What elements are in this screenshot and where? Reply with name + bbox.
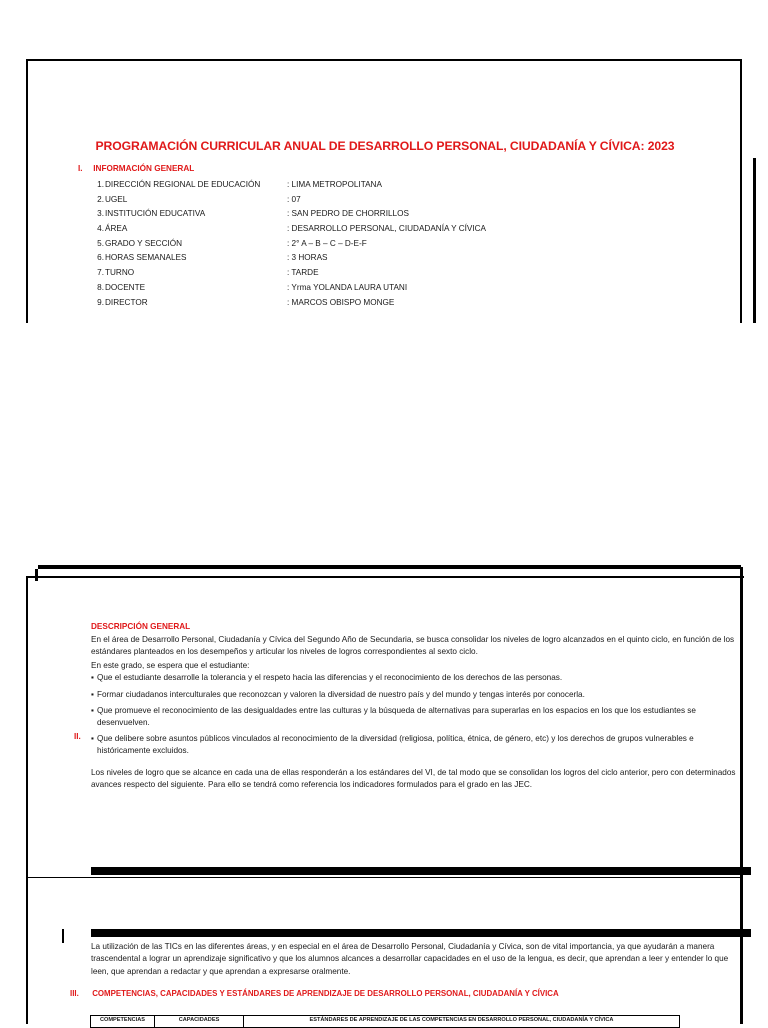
table-header-cell: CAPACIDADES (155, 1016, 244, 1028)
info-row (90, 251, 510, 266)
page2-right-rule (740, 567, 743, 1024)
bullet-marker: ▪ (91, 690, 94, 699)
bullet-marker: ▪ (91, 673, 94, 682)
bullet-item (91, 672, 736, 684)
section-numeral: I. (78, 164, 83, 173)
description-intro: En el área de Desarrollo Personal, Ciudadanía y Cívica del Segundo Año de Secundaria, se busca consolidar los niveles de logro alcanzados en el quinto ciclo, en función de los estándares planteados en los desempeños y articular los niveles de logros correspondientes al sexto ciclo. (91, 635, 735, 657)
bullet-text: Que el estudiante desarrolle la tolerancia y el respeto hacia las diferencias y el reconocimiento de los derechos de las personas. (97, 673, 563, 682)
page2-section-separator (91, 867, 751, 875)
info-key: HORAS SEMANALES (105, 253, 187, 263)
info-key: ÁREA (105, 224, 128, 234)
info-num: 4. (97, 224, 104, 234)
info-value: : 07 (287, 194, 301, 204)
levels-paragraph: Los niveles de logro que se alcance en cada una de ellas responderán a los estándares del VI, de tal modo que se consolidan los logros del ciclo anterior, pero con determinados avances respecto del siguiente. Para ello se tendrá como referencia los indicadores formulados para el grado en las JEC. (91, 768, 736, 790)
page2-inner-left-rule (35, 569, 38, 581)
info-row (90, 193, 510, 208)
document-title: PROGRAMACIÓN CURRICULAR ANUAL DE DESARROLLO PERSONAL, CIUDADANÍA Y CÍVICA: 2023 (95, 139, 675, 153)
page1-right-margin-bar (753, 158, 756, 323)
info-value: : MARCOS OBISPO MONGE (287, 297, 395, 307)
info-num: 8. (97, 282, 104, 292)
info-key: UGEL (105, 194, 128, 204)
info-value: : LIMA METROPOLITANA (287, 180, 382, 189)
info-row (90, 237, 510, 252)
bullet-item (91, 733, 736, 758)
info-value: : 3 HORAS (287, 253, 328, 263)
info-num: 9. (97, 297, 104, 307)
info-key: DIRECTOR (105, 297, 148, 307)
info-num: 7. (97, 268, 104, 278)
page1-frame-top-rule (26, 59, 742, 61)
info-value: : SAN PEDRO DE CHORRILLOS (287, 209, 409, 219)
info-value: : Yrma YOLANDA LAURA UTANI (287, 282, 408, 292)
page2-top-rule-thin (26, 576, 744, 578)
info-num: 2. (97, 194, 104, 204)
table-header-row (91, 1016, 680, 1028)
section-numeral: III. (70, 989, 79, 998)
bullet-marker: ▪ (91, 734, 94, 743)
info-num: 6. (97, 253, 104, 263)
bullet-text: Que delibere sobre asuntos públicos vinculados al reconocimiento de la diversidad (religiosa, política, étnica, de género, etc) y los derechos de grupos vulnerables e históricamente excluidos. (97, 734, 694, 756)
description-expect: En este grado, se espera que el estudiante: (91, 661, 250, 670)
info-value: : DESARROLLO PERSONAL, CIUDADANÍA Y CÍVICA (287, 224, 486, 234)
bullet-item (91, 705, 736, 730)
page2-section-rule-thin (26, 877, 742, 878)
page2-top-rule-thick (38, 565, 741, 569)
section-numeral-ii: II. (74, 732, 81, 741)
description-title: DESCRIPCIÓN GENERAL (91, 622, 191, 631)
table-header-cell: ESTÁNDARES DE APRENDIZAJE DE LAS COMPETENCIAS EN DESARROLLO PERSONAL, CIUDADANÍA Y CÍVICA (244, 1016, 680, 1028)
bullet-marker: ▪ (91, 706, 94, 715)
page2-left-rule (26, 576, 28, 1024)
info-num: 5. (97, 238, 104, 248)
info-row (90, 281, 510, 296)
info-row (90, 296, 510, 311)
info-row (90, 266, 510, 281)
page1-frame-left-rule (26, 59, 28, 323)
page1-frame-right-rule (740, 59, 742, 323)
competencies-table (90, 1015, 680, 1028)
general-info-list (90, 178, 510, 310)
info-value: : 2° A – B – C – D-E-F (287, 238, 367, 248)
info-row (90, 207, 510, 222)
bullet-item (91, 689, 736, 701)
info-num: 3. (97, 209, 104, 219)
info-row (90, 222, 510, 237)
info-key: TURNO (105, 268, 135, 278)
info-key: INSTITUCIÓN EDUCATIVA (105, 209, 206, 219)
info-row (90, 178, 510, 193)
info-key: DOCENTE (105, 282, 146, 292)
bullet-text: Que promueve el reconocimiento de las desigualdades entre las culturas y la búsqueda de alternativas para superarlas en los espacios en los que los estudiantes se desenvuelven. (97, 706, 696, 728)
section-heading-competencies (70, 989, 559, 998)
info-key: DIRECCIÓN REGIONAL DE EDUCACIÓN (105, 180, 261, 189)
page2-lower-left-tick (62, 929, 64, 943)
bullet-text: Formar ciudadanos interculturales que reconozcan y valoren la diversidad de nuestro país y del mundo y tengas interés por conocerla. (97, 690, 585, 699)
info-key: GRADO Y SECCIÓN (105, 238, 183, 248)
section-heading-text: COMPETENCIAS, CAPACIDADES Y ESTÁNDARES DE APRENDIZAJE DE DESARROLLO PERSONAL, CIUDADANÍA Y CÍVICA (92, 989, 559, 998)
page2-lower-separator (91, 929, 751, 937)
section-heading-general-info (78, 164, 194, 173)
tics-paragraph: La utilización de las TICs en las diferentes áreas, y en especial en el área de Desarrollo Personal, Ciudadanía y Cívica, son de vital importancia, ya que ayudarán a manera trascendental a lograr un aprendizaje significativo y que los alumnos alcances a desarrollar capacidades en el uso de la lengua, es decir, que aprendan a leer y entender lo que leen, que aprendan a redactar y que aprendan a expresarse oralmente. (91, 942, 729, 976)
table-header-cell: COMPETENCIAS (91, 1016, 155, 1028)
section-heading-text: INFORMACIÓN GENERAL (93, 164, 195, 173)
info-value: : TARDE (287, 268, 319, 278)
info-num: 1. (97, 180, 104, 189)
